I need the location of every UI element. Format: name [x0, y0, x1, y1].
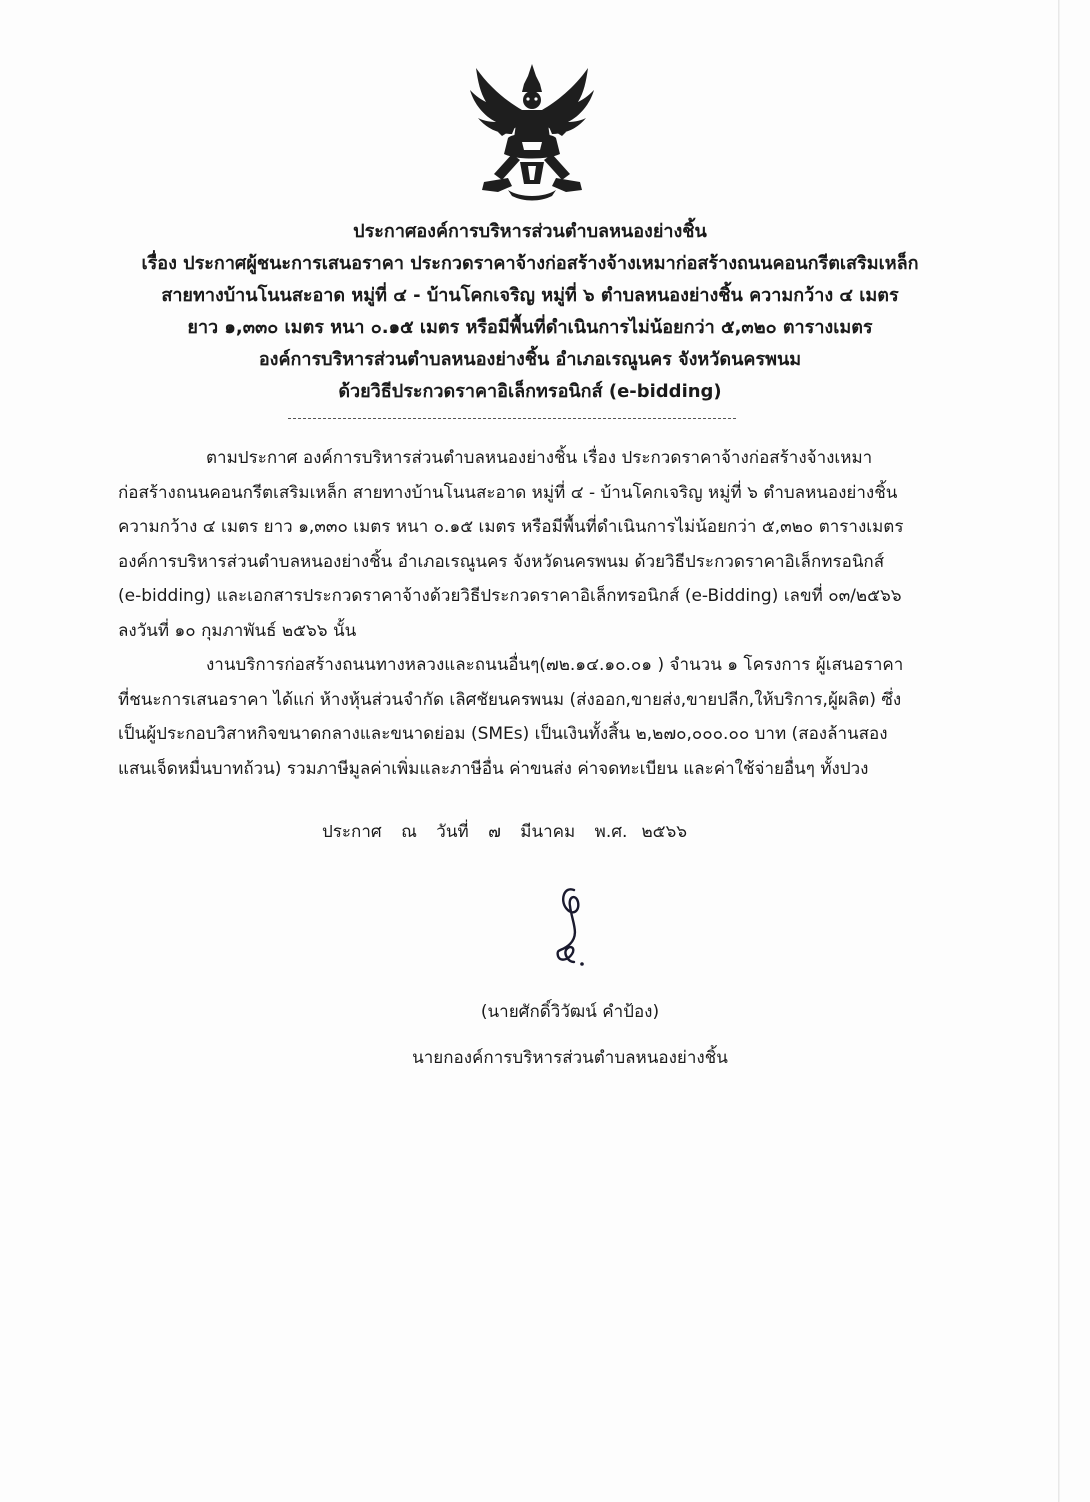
date-day: ๗	[488, 822, 501, 842]
date-at: ณ	[401, 822, 417, 842]
header-line: ด้วยวิธีประกวดราคาอิเล็กทรอนิกส์ (e-bidding)	[338, 381, 722, 402]
date-month: มีนาคม	[520, 822, 576, 842]
signatory-position: นายกองค์การบริหารส่วนตำบลหนองย่างชิ้น	[412, 1048, 728, 1068]
date-label: ประกาศ	[322, 822, 382, 842]
body-line: ตามประกาศ องค์การบริหารส่วนตำบลหนองย่างชิ้น เรื่อง ประกวดราคาจ้างก่อสร้างจ้างเหมา	[206, 448, 873, 468]
announcement-body	[118, 441, 938, 786]
announcement-date	[322, 818, 701, 845]
body-line: ที่ชนะการเสนอราคา ได้แก่ ห้างหุ้นส่วนจำกัด เลิศชัยนครพนม (ส่งออก,ขายส่ง,ขายปลีก,ให้บริการ,ผู้ผลิต) ซึ่ง	[118, 689, 902, 710]
handwritten-signature	[540, 882, 600, 982]
garuda-emblem-icon	[468, 62, 596, 202]
header-subject: เรื่อง ประกาศผู้ชนะการเสนอราคา ประกวดราคาจ้างก่อสร้างจ้างเหมาก่อสร้างถนนคอนกรีตเสริมเหล็ก	[141, 253, 919, 274]
dashed-divider	[288, 418, 736, 419]
header-line: ยาว ๑,๓๓๐ เมตร หนา ๐.๑๕ เมตร หรือมีพื้นที่ดำเนินการไม่น้อยกว่า ๕,๓๒๐ ตารางเมตร	[187, 317, 873, 338]
header-line: องค์การบริหารส่วนตำบลหนองย่างชิ้น อำเภอเรณูนคร จังหวัดนครพนม	[258, 349, 802, 370]
date-year: ๒๕๖๖	[641, 822, 688, 842]
date-day-label: วันที่	[436, 822, 469, 842]
body-line: งานบริการก่อสร้างถนนทางหลวงและถนนอื่นๆ(๗๒.๑๔.๑๐.๐๑ ) จำนวน ๑ โครงการ ผู้เสนอราคา	[206, 655, 904, 675]
body-line: เป็นผู้ประกอบวิสาหกิจขนาดกลางและขนาดย่อม (SMEs) เป็นเงินทั้งสิ้น ๒,๒๗๐,๐๐๐.๐๐ บาท (สองล้านสอง	[118, 724, 888, 744]
body-line: ก่อสร้างถนนคอนกรีตเสริมเหล็ก สายทางบ้านโนนสะอาด หมู่ที่ ๔ - บ้านโคกเจริญ หมู่ที่ ๖ ตำบลหนองย่างชิ้น	[118, 482, 898, 503]
date-era: พ.ศ.	[594, 822, 628, 842]
signatory-block	[380, 989, 760, 1081]
body-line: (e-bidding) และเอกสารประกวดราคาจ้างด้วยวิธีประกวดราคาอิเล็กทรอนิกส์ (e-Bidding) เลขที่ ๐๓/๒๕๖๖	[118, 586, 902, 606]
body-line: ความกว้าง ๔ เมตร ยาว ๑,๓๓๐ เมตร หนา ๐.๑๕ เมตร หรือมีพื้นที่ดำเนินการไม่น้อยกว่า ๕,๓๒๐ ตารางเมตร	[118, 517, 904, 537]
page-edge	[1058, 0, 1060, 1502]
body-line: องค์การบริหารส่วนตำบลหนองย่างชิ้น อำเภอเรณูนคร จังหวัดนครพนม ด้วยวิธีประกวดราคาอิเล็กทรอนิกส์	[118, 551, 885, 572]
body-line: แสนเจ็ดหมื่นบาทถ้วน) รวมภาษีมูลค่าเพิ่มและภาษีอื่น ค่าขนส่ง ค่าจดทะเบียน และค่าใช้จ่ายอื่นๆ ทั้งปวง	[118, 758, 869, 779]
body-line: ลงวันที่ ๑๐ กุมภาพันธ์ ๒๕๖๖ นั้น	[118, 620, 357, 641]
header-title: ประกาศองค์การบริหารส่วนตำบลหนองย่างชิ้น	[353, 221, 707, 242]
header-line: สายทางบ้านโนนสะอาด หมู่ที่ ๔ - บ้านโคกเจริญ หมู่ที่ ๖ ตำบลหนองย่างชิ้น ความกว้าง ๔ เมตร	[161, 285, 899, 306]
signatory-name: (นายศักดิ์วิวัฒน์ คำป้อง)	[480, 1002, 660, 1022]
announcement-header	[100, 216, 960, 408]
